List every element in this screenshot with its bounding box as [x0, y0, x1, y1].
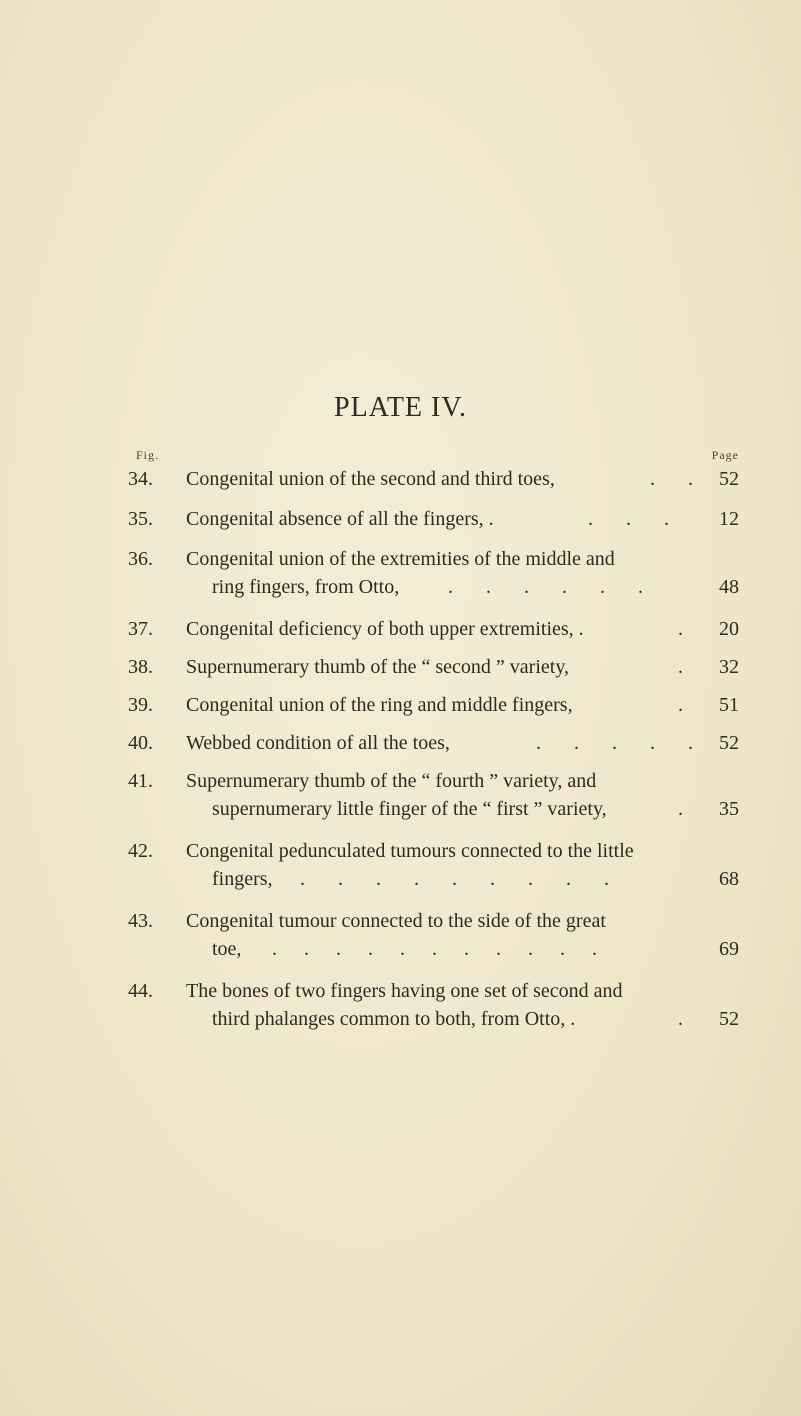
page-number: 68	[719, 868, 739, 890]
entry-text: Congenital union of the second and third toes,	[186, 468, 555, 490]
page-number: 20	[719, 618, 739, 640]
page-number: 12	[719, 508, 739, 530]
figure-number: 40.	[128, 732, 153, 754]
page-number: 48	[719, 576, 739, 598]
entry-text: Supernumerary thumb of the “ second ” variety,	[186, 656, 570, 678]
entry-text-continued: third phalanges common to both, from Otto, .	[212, 1008, 576, 1030]
leader-dots: . .	[650, 468, 707, 490]
entry-text: Congenital union of the extremities of the middle and	[186, 548, 615, 570]
entry-text-continued: ring fingers, from Otto,	[212, 576, 400, 598]
entry-text: Congenital pedunculated tumours connected to the little	[186, 840, 634, 862]
leader-dots: .	[678, 694, 697, 716]
entry-text: Supernumerary thumb of the “ fourth ” variety, and	[186, 770, 597, 792]
figure-number: 44.	[128, 980, 153, 1002]
plate-title: PLATE IV.	[334, 392, 467, 423]
figure-number: 35.	[128, 508, 153, 530]
figure-number: 38.	[128, 656, 153, 678]
leader-dots: . . . . . .	[448, 576, 657, 598]
fig-column-header: Fig.	[136, 448, 160, 462]
page-number: 35	[719, 798, 739, 820]
leader-dots: .	[678, 1008, 697, 1030]
entry-text: Webbed condition of all the toes,	[186, 732, 450, 754]
leader-dots: . . . . . . . . . . .	[272, 938, 608, 960]
figure-number: 42.	[128, 840, 153, 862]
figure-number: 41.	[128, 770, 153, 792]
page-number: 52	[719, 1008, 739, 1030]
leader-dots: .	[678, 618, 697, 640]
figure-number: 34.	[128, 468, 153, 490]
page-number: 32	[719, 656, 739, 678]
entry-text: Congenital deficiency of both upper extremities, .	[186, 618, 584, 640]
page-number: 52	[719, 732, 739, 754]
leader-dots: .	[678, 656, 697, 678]
page-number: 52	[719, 468, 739, 490]
entry-text: Congenital absence of all the fingers, .	[186, 508, 494, 530]
leader-dots: .	[678, 798, 697, 820]
entry-text: Congenital union of the ring and middle fingers,	[186, 694, 573, 716]
entry-text: Congenital tumour connected to the side of the great	[186, 910, 606, 932]
page-number: 51	[719, 694, 739, 716]
leader-dots: . . . . . . . . .	[300, 868, 623, 890]
page-number: 69	[719, 938, 739, 960]
leader-dots: . . . . .	[536, 732, 707, 754]
entry-text-continued: toe,	[212, 938, 242, 960]
entry-text: The bones of two fingers having one set of second and	[186, 980, 623, 1002]
figure-number: 39.	[128, 694, 153, 716]
figure-number: 43.	[128, 910, 153, 932]
figure-number: 36.	[128, 548, 153, 570]
entry-text-continued: supernumerary little finger of the “ first ” variety,	[212, 798, 607, 820]
page-column-header: Page	[711, 448, 739, 462]
entry-text-continued: fingers,	[212, 868, 273, 890]
figure-number: 37.	[128, 618, 153, 640]
leader-dots: . . .	[588, 508, 683, 530]
